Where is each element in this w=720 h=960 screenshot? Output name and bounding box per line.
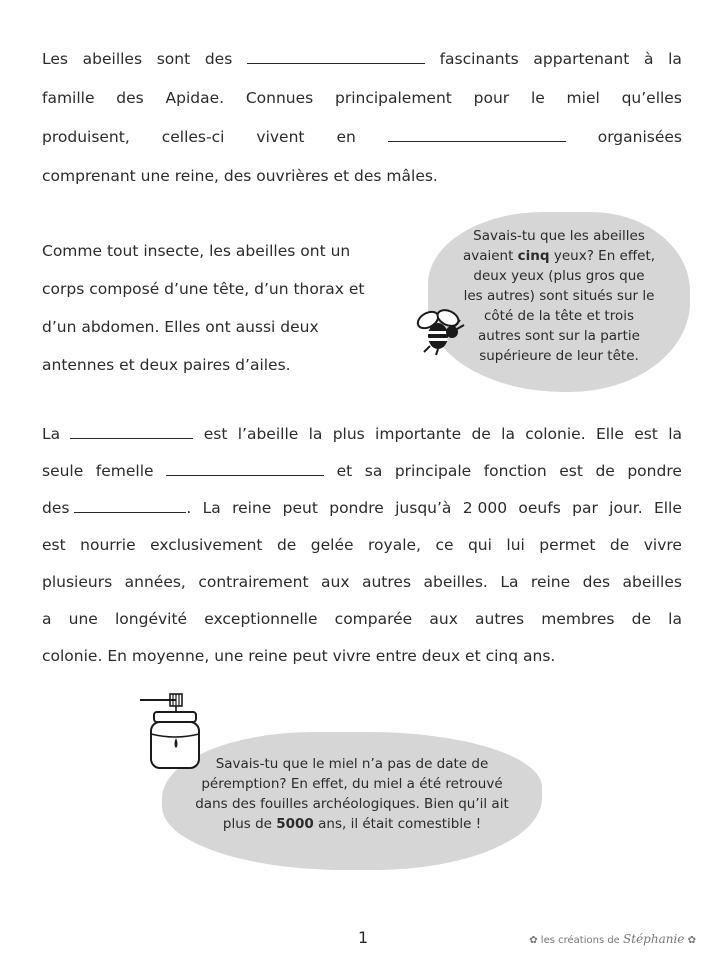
word: reine xyxy=(232,499,272,517)
text-line: antennes et deux paires d’ailes. xyxy=(42,356,291,374)
word: une xyxy=(68,610,98,628)
text-line xyxy=(42,89,682,107)
word: des xyxy=(204,50,233,68)
fun-fact-bubble-honey xyxy=(162,732,542,870)
word: la xyxy=(501,425,515,443)
word: aux xyxy=(321,573,350,591)
word: abeilles xyxy=(622,573,682,591)
fact-line: autres sont sur la partie xyxy=(478,328,640,344)
fact-line: supérieure de leur tête. xyxy=(479,348,639,364)
word: reine xyxy=(530,573,571,591)
word: exceptionnelle xyxy=(204,610,318,628)
word: Connues xyxy=(245,89,314,107)
word: miel xyxy=(566,89,600,107)
word: à xyxy=(643,50,654,68)
word: plusieurs xyxy=(42,573,113,591)
word: la xyxy=(668,610,682,628)
text-line xyxy=(42,50,682,68)
paragraph-intro xyxy=(42,50,682,200)
word: le xyxy=(530,89,545,107)
fact-line: deux yeux (plus gros que xyxy=(473,268,645,284)
word: ce xyxy=(435,536,454,554)
word: abeilles xyxy=(82,50,143,68)
word: l’abeille xyxy=(237,425,299,443)
word: importante xyxy=(375,425,462,443)
fact-line: Savais-tu que les abeilles xyxy=(473,228,645,244)
word: Apidae. xyxy=(165,89,225,107)
word-group: des . xyxy=(42,499,192,517)
text-line xyxy=(42,573,682,591)
word: membres xyxy=(541,610,615,628)
word: vivent xyxy=(256,128,305,146)
word: de xyxy=(609,536,630,554)
word: autres xyxy=(475,610,525,628)
fact-line: dans des fouilles archéologiques. Bien qu’il ait xyxy=(195,796,509,812)
word: produisent, xyxy=(42,128,130,146)
word: de xyxy=(631,610,651,628)
word: la xyxy=(668,425,682,443)
word: pour xyxy=(473,89,510,107)
word: fonction xyxy=(483,462,547,480)
word: années, xyxy=(124,573,186,591)
word: peut xyxy=(282,499,318,517)
word: jusqu’à xyxy=(395,499,452,517)
brand-label: les créations de xyxy=(540,935,620,946)
word: est xyxy=(42,536,66,554)
word: La xyxy=(202,499,221,517)
word: en xyxy=(336,128,356,146)
word: permet xyxy=(539,536,596,554)
text-line xyxy=(42,462,682,480)
page-number: 1 xyxy=(358,928,369,947)
word: lui xyxy=(506,536,525,554)
text-line: comprenant une reine, des ouvrières et des mâles. xyxy=(42,167,438,185)
word: est xyxy=(203,425,228,443)
word: et xyxy=(336,462,353,480)
word: de xyxy=(471,425,491,443)
word: colonie. xyxy=(525,425,586,443)
word: sa xyxy=(364,462,383,480)
word: principale xyxy=(394,462,472,480)
word: de xyxy=(595,462,615,480)
word: des xyxy=(582,573,611,591)
text-line xyxy=(42,610,682,628)
text-line: d’un abdomen. Elles ont aussi deux xyxy=(42,318,319,336)
honey-jar-icon xyxy=(140,688,210,774)
word: exclusivement xyxy=(150,536,263,554)
word: qui xyxy=(467,536,492,554)
word: pondre xyxy=(329,499,384,517)
fill-blank[interactable] xyxy=(388,129,566,142)
flower-icon: ✿ xyxy=(687,935,696,946)
word: fascinants xyxy=(439,50,519,68)
text-line xyxy=(42,425,682,443)
word: femelle xyxy=(95,462,154,480)
word: des xyxy=(116,89,144,107)
text-line: colonie. En moyenne, une reine peut vivre entre deux et cinq ans. xyxy=(42,647,556,665)
word: plus xyxy=(332,425,365,443)
signature: Stéphanie xyxy=(623,932,685,946)
brand-signature xyxy=(529,932,696,946)
fact-line: péremption? En effet, du miel a été retrouvé xyxy=(201,776,503,792)
word: la xyxy=(308,425,323,443)
word: vivre xyxy=(643,536,682,554)
word: contrairement xyxy=(198,573,309,591)
text-line: Comme tout insecte, les abeilles ont un xyxy=(42,242,351,260)
word: qu’elles xyxy=(621,89,682,107)
word: de xyxy=(276,536,297,554)
text-line xyxy=(42,499,682,517)
fact-line: avaient cinq yeux? En effet, xyxy=(462,248,656,264)
word: appartenant xyxy=(533,50,630,68)
word: celles-ci xyxy=(161,128,225,146)
fact-line: Savais-tu que le miel n’a pas de date de xyxy=(215,756,489,772)
word: gelée xyxy=(310,536,354,554)
word: autres xyxy=(361,573,412,591)
fact-line: plus de 5000 ans, il était comestible ! xyxy=(222,816,482,832)
word: La xyxy=(42,425,61,443)
text-line xyxy=(42,536,682,554)
word: royale, xyxy=(368,536,421,554)
bee-icon xyxy=(414,306,466,356)
fill-blank[interactable] xyxy=(247,51,425,64)
word: nourrie xyxy=(80,536,136,554)
text-line: corps composé d’une tête, d’un thorax et xyxy=(42,280,365,298)
word: organisées xyxy=(597,128,682,146)
flower-icon: ✿ xyxy=(529,935,538,946)
word: Les xyxy=(42,50,68,68)
word: la xyxy=(668,50,682,68)
paragraph-queen xyxy=(42,425,682,695)
fact-line: côté de la tête et trois xyxy=(483,308,635,324)
word: seule xyxy=(42,462,84,480)
text-line xyxy=(42,128,682,146)
word: aux xyxy=(429,610,458,628)
word: comparée xyxy=(334,610,413,628)
word: a xyxy=(42,610,52,628)
fun-fact-bubble-eyes xyxy=(428,212,690,392)
word: famille xyxy=(42,89,95,107)
paragraph-body-parts xyxy=(42,242,402,382)
word: jour. xyxy=(609,499,643,517)
word: sont xyxy=(156,50,191,68)
fill-blank[interactable] xyxy=(166,463,324,476)
word: longévité xyxy=(115,610,188,628)
word: Elle xyxy=(653,499,682,517)
word: est xyxy=(559,462,583,480)
word: abeilles. xyxy=(423,573,488,591)
word: est xyxy=(634,425,658,443)
fill-blank[interactable] xyxy=(70,426,193,439)
word: 2 000 xyxy=(462,499,508,517)
fact-line: les autres) sont situés sur le xyxy=(463,288,655,304)
word: par xyxy=(572,499,598,517)
word: oeufs xyxy=(518,499,561,517)
word: pondre xyxy=(627,462,682,480)
word: principalement xyxy=(334,89,452,107)
word: Elle xyxy=(595,425,624,443)
word: La xyxy=(500,573,519,591)
fill-blank[interactable] xyxy=(74,500,186,513)
